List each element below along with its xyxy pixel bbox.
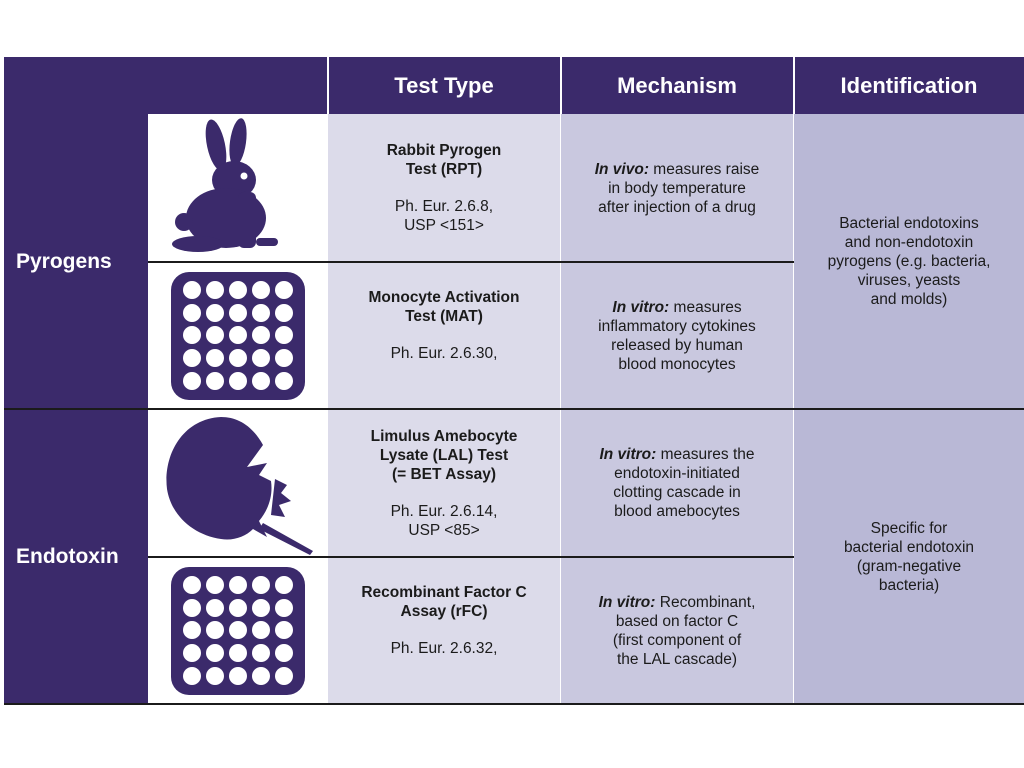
well-circle xyxy=(206,326,224,344)
well-circle xyxy=(229,576,247,594)
well-circle xyxy=(206,599,224,617)
mechanism-cell-rpt xyxy=(561,114,793,262)
identification-pyrogens xyxy=(794,114,1024,409)
identification-text: (gram-negative xyxy=(856,557,962,575)
well-circle xyxy=(275,644,293,662)
mechanism-text: the LAL cascade) xyxy=(616,650,738,668)
identification-text: viruses, yeasts xyxy=(857,272,961,289)
identification-text: bacterial endotoxin xyxy=(843,538,975,556)
mechanism-text: inflammatory cytokines xyxy=(598,317,756,335)
group-label-pyrogens-text: Pyrogens xyxy=(16,249,112,273)
test-reference: Ph. Eur. 2.6.30, xyxy=(390,345,498,362)
well-circle xyxy=(183,667,201,685)
well-circle xyxy=(229,621,247,639)
header-mechanism: Mechanism xyxy=(617,72,737,98)
identification-endotoxin xyxy=(794,409,1024,704)
group-label-pyrogens xyxy=(4,114,148,409)
well-circle xyxy=(229,667,247,685)
header-test-type: Test Type xyxy=(394,72,494,98)
test-name: Test (MAT) xyxy=(405,308,483,325)
well-circle xyxy=(275,326,293,344)
test-reference: Ph. Eur. 2.6.8, xyxy=(394,198,494,215)
well-circle xyxy=(183,372,201,390)
well-circle xyxy=(275,304,293,322)
well-circle xyxy=(206,667,224,685)
test-name: (= BET Assay) xyxy=(391,465,497,483)
mechanism-prefix: In vivo: xyxy=(594,160,649,178)
mechanism-cell-lal xyxy=(561,409,793,557)
mechanism-text: after injection of a drug xyxy=(598,198,756,216)
test-name: Monocyte Activation xyxy=(368,289,520,306)
well-circle xyxy=(252,349,270,367)
well-circle xyxy=(183,326,201,344)
mechanism-text: (first component of xyxy=(612,631,742,649)
test-name: Lysate (LAL) Test xyxy=(379,446,509,464)
rabbit-icon xyxy=(148,114,328,262)
well-circle xyxy=(183,281,201,299)
well-circle xyxy=(183,644,201,662)
well-circle xyxy=(229,326,247,344)
well-circle xyxy=(252,576,270,594)
well-circle xyxy=(183,576,201,594)
horseshoe-crab-icon xyxy=(148,409,328,557)
well-circle xyxy=(206,621,224,639)
identification-text: bacteria) xyxy=(878,576,940,594)
well-circle xyxy=(252,599,270,617)
well-plate-icon xyxy=(148,557,328,704)
test-name: Test (RPT) xyxy=(405,161,483,178)
mechanism-prefix: In vitro: xyxy=(598,593,656,611)
group-divider xyxy=(4,408,1024,410)
header-divider xyxy=(793,57,795,114)
mechanism-text: clotting cascade in xyxy=(613,484,741,501)
mechanism-text: Recombinant, xyxy=(659,593,756,611)
mechanism-text: in body temperature xyxy=(608,179,746,197)
test-reference: Ph. Eur. 2.6.32, xyxy=(390,640,498,657)
identification-text: and non-endotoxin xyxy=(844,234,974,251)
well-circle xyxy=(252,621,270,639)
well-plate-grid xyxy=(171,567,305,695)
test-name: Limulus Amebocyte xyxy=(370,427,518,445)
well-circle xyxy=(229,599,247,617)
mechanism-text: blood monocytes xyxy=(618,355,736,373)
header-divider xyxy=(327,57,329,114)
test-name: Rabbit Pyrogen xyxy=(386,142,502,159)
well-circle xyxy=(183,599,201,617)
well-circle xyxy=(229,349,247,367)
mechanism-text: measures the xyxy=(660,446,755,463)
well-circle xyxy=(229,372,247,390)
well-plate-grid xyxy=(171,272,305,400)
test-reference: USP <151> xyxy=(404,217,484,234)
mechanism-prefix: In vitro: xyxy=(612,298,670,316)
mechanism-cell-mat xyxy=(561,262,793,409)
header-divider xyxy=(560,57,562,114)
test-reference: USP <85> xyxy=(408,521,480,539)
test-reference: Ph. Eur. 2.6.14, xyxy=(390,502,498,520)
well-circle xyxy=(229,644,247,662)
mechanism-text: released by human xyxy=(611,336,743,354)
test-cell-lal xyxy=(328,409,560,557)
mechanism-text: based on factor C xyxy=(615,612,739,630)
well-circle xyxy=(183,349,201,367)
well-circle xyxy=(252,326,270,344)
test-cell-rpt xyxy=(328,114,560,262)
well-circle xyxy=(252,304,270,322)
well-circle xyxy=(275,281,293,299)
identification-text: and molds) xyxy=(870,291,948,308)
identification-text: Specific for xyxy=(870,519,948,537)
row-divider xyxy=(148,556,794,558)
well-circle xyxy=(275,372,293,390)
identification-text: Bacterial endotoxins xyxy=(839,215,979,232)
test-cell-mat xyxy=(328,262,560,409)
well-circle xyxy=(229,304,247,322)
well-circle xyxy=(252,667,270,685)
mechanism-text: measures raise xyxy=(653,160,760,178)
mechanism-cell-rfc xyxy=(561,557,793,704)
well-circle xyxy=(206,349,224,367)
mechanism-text: endotoxin-initiated xyxy=(614,465,740,482)
well-circle xyxy=(252,281,270,299)
test-cell-rfc xyxy=(328,557,560,704)
well-circle xyxy=(183,621,201,639)
table-bottom-border xyxy=(4,703,1024,705)
well-circle xyxy=(275,576,293,594)
well-circle xyxy=(275,599,293,617)
group-label-endotoxin-text: Endotoxin xyxy=(16,544,119,568)
well-circle xyxy=(252,644,270,662)
row-divider xyxy=(148,261,794,263)
well-circle xyxy=(229,281,247,299)
well-circle xyxy=(275,667,293,685)
well-circle xyxy=(183,304,201,322)
well-circle xyxy=(275,621,293,639)
mechanism-text: blood amebocytes xyxy=(614,503,740,520)
well-circle xyxy=(206,644,224,662)
well-plate-icon xyxy=(148,262,328,409)
well-circle xyxy=(206,576,224,594)
well-circle xyxy=(206,372,224,390)
well-circle xyxy=(206,281,224,299)
mechanism-prefix: In vitro: xyxy=(599,446,657,463)
test-name: Assay (rFC) xyxy=(400,603,488,620)
identification-text: pyrogens (e.g. bacteria, xyxy=(827,253,991,270)
test-name: Recombinant Factor C xyxy=(361,584,527,601)
mechanism-text: measures xyxy=(673,298,742,316)
well-circle xyxy=(206,304,224,322)
well-circle xyxy=(252,372,270,390)
group-label-endotoxin xyxy=(4,409,148,704)
header-identification: Identification xyxy=(840,72,978,98)
well-circle xyxy=(275,349,293,367)
